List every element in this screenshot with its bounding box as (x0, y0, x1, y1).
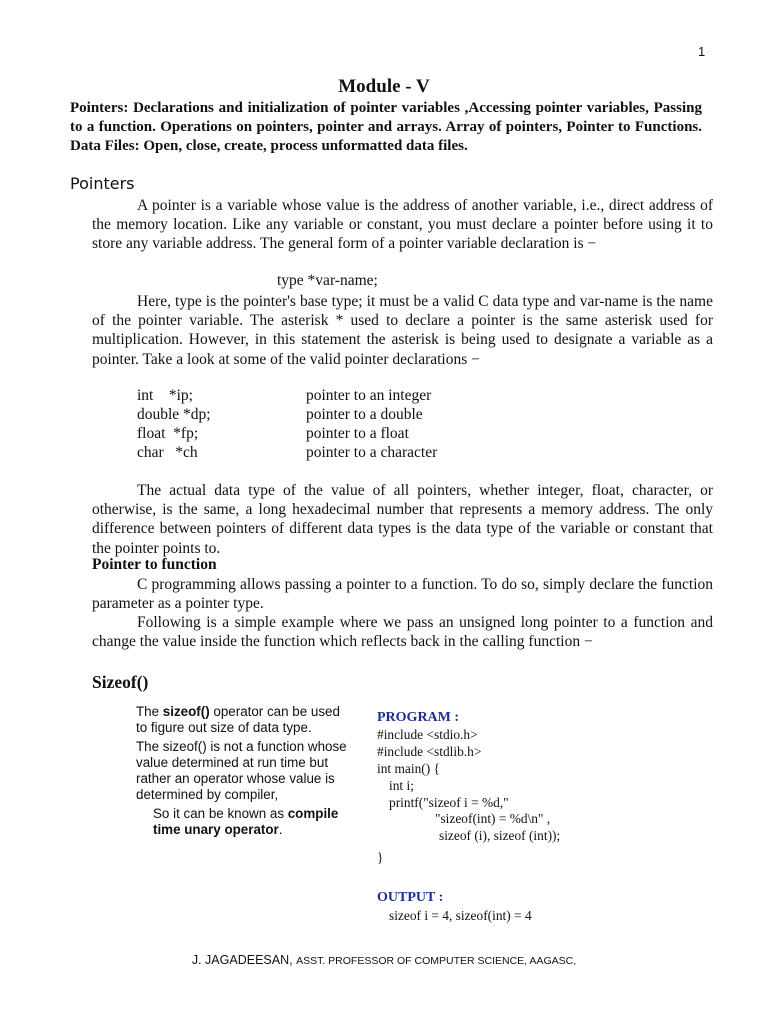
sizeof-explanation-line-3: So it can be known as compile time unary operator. (153, 806, 339, 837)
sizeof-explanation-line-1: The sizeof() operator can be used to figure out size of data type. (136, 704, 340, 735)
ptf-paragraph-1-text: C programming allows passing a pointer to a function. To do so, simply declare the function parameter as a pointer type. (92, 576, 713, 613)
declaration-code: double *dp; (137, 406, 211, 423)
declarations-list (137, 386, 437, 462)
declaration-desc: pointer to a float (306, 425, 409, 442)
code-line: "sizeof(int) = %d\n" , (435, 811, 551, 827)
page-footer (0, 953, 768, 967)
declaration-code: float *fp; (137, 425, 199, 442)
code-line: int main() { (377, 760, 440, 776)
code-line: sizeof (i), sizeof (int)); (439, 828, 561, 844)
declaration-row (137, 424, 437, 443)
declaration-row (137, 405, 437, 424)
output-value: sizeof i = 4, sizeof(int) = 4 (389, 908, 532, 923)
declaration-desc: pointer to an integer (306, 387, 432, 404)
sizeof-explanation (136, 704, 351, 841)
declaration-desc: pointer to a character (306, 444, 438, 461)
sizeof-explanation-line-2: The sizeof() is not a function whose value determined at run time but rather an operator whose value is determined by compiler, (136, 739, 347, 802)
footer-author: J. JAGADEESAN, (191, 953, 297, 967)
page-title: Module - V (338, 76, 430, 97)
program-listing (377, 710, 560, 867)
pointers-paragraph-2 (92, 292, 713, 369)
code-line: #include <stdlib.h> (377, 743, 482, 759)
code-line: printf("sizeof i = %d," (389, 794, 509, 810)
declaration-row (137, 386, 437, 405)
pointer-syntax: type *var-name; (277, 272, 378, 289)
pointers-paragraph-1-text: A pointer is a variable whose value is the address of another variable, i.e., direct address of the memory location. Like any variable or constant, you must declare a pointer before using it to store any variable address. The general form of a pointer variable declaration is − (92, 197, 713, 253)
pointers-paragraph-3 (92, 481, 713, 558)
ptf-paragraph-2-text: Following is a simple example where we pass an unsigned long pointer to a function and change the value inside the function which reflects back in the calling function − (92, 614, 713, 651)
output-label: OUTPUT : (377, 890, 444, 905)
section-heading-pointers: Pointers (70, 174, 135, 193)
footer-affiliation: ASST. PROFESSOR OF COMPUTER SCIENCE, AAGASC, (296, 955, 577, 967)
pointers-paragraph-2-text: Here, type is the pointer's base type; it must be a valid C data type and var-name is the name of the pointer variable. The asterisk * used to declare a pointer is the same asterisk used for multiplication. However, in this statement the asterisk is being used to designate a variable as a pointer. Take a look at some of the valid pointer declarations − (92, 293, 713, 368)
ptf-paragraph-2 (92, 613, 713, 651)
declaration-code: char *ch (137, 444, 198, 461)
declaration-row (137, 443, 437, 462)
section-heading-pointer-to-function: Pointer to function (92, 556, 217, 573)
pointers-paragraph-1 (92, 196, 713, 254)
code-line: int i; (389, 777, 414, 793)
declaration-desc: pointer to a double (306, 406, 423, 423)
page-number: 1 (698, 44, 706, 59)
ptf-paragraph-1 (92, 575, 713, 613)
syllabus-summary: Pointers: Declarations and initialization of pointer variables ,Accessing pointer variables, Passing to a function. Operations on pointers, pointer and arrays. Array of pointers, Pointer to Functions. Data Files: Open, close, create, process unformatted data files. (70, 100, 702, 154)
section-heading-sizeof: Sizeof() (92, 672, 149, 692)
program-label: PROGRAM : (377, 710, 460, 725)
code-line: } (377, 850, 384, 866)
declaration-code: int *ip; (137, 387, 193, 404)
pointers-paragraph-3-text: The actual data type of the value of all pointers, whether integer, float, character, or otherwise, is the same, a long hexadecimal number that represents a memory address. The only difference between pointers of different data types is the data type of the variable or constant that the pointer points to. (92, 482, 713, 557)
code-line: #include <stdio.h> (377, 726, 478, 742)
